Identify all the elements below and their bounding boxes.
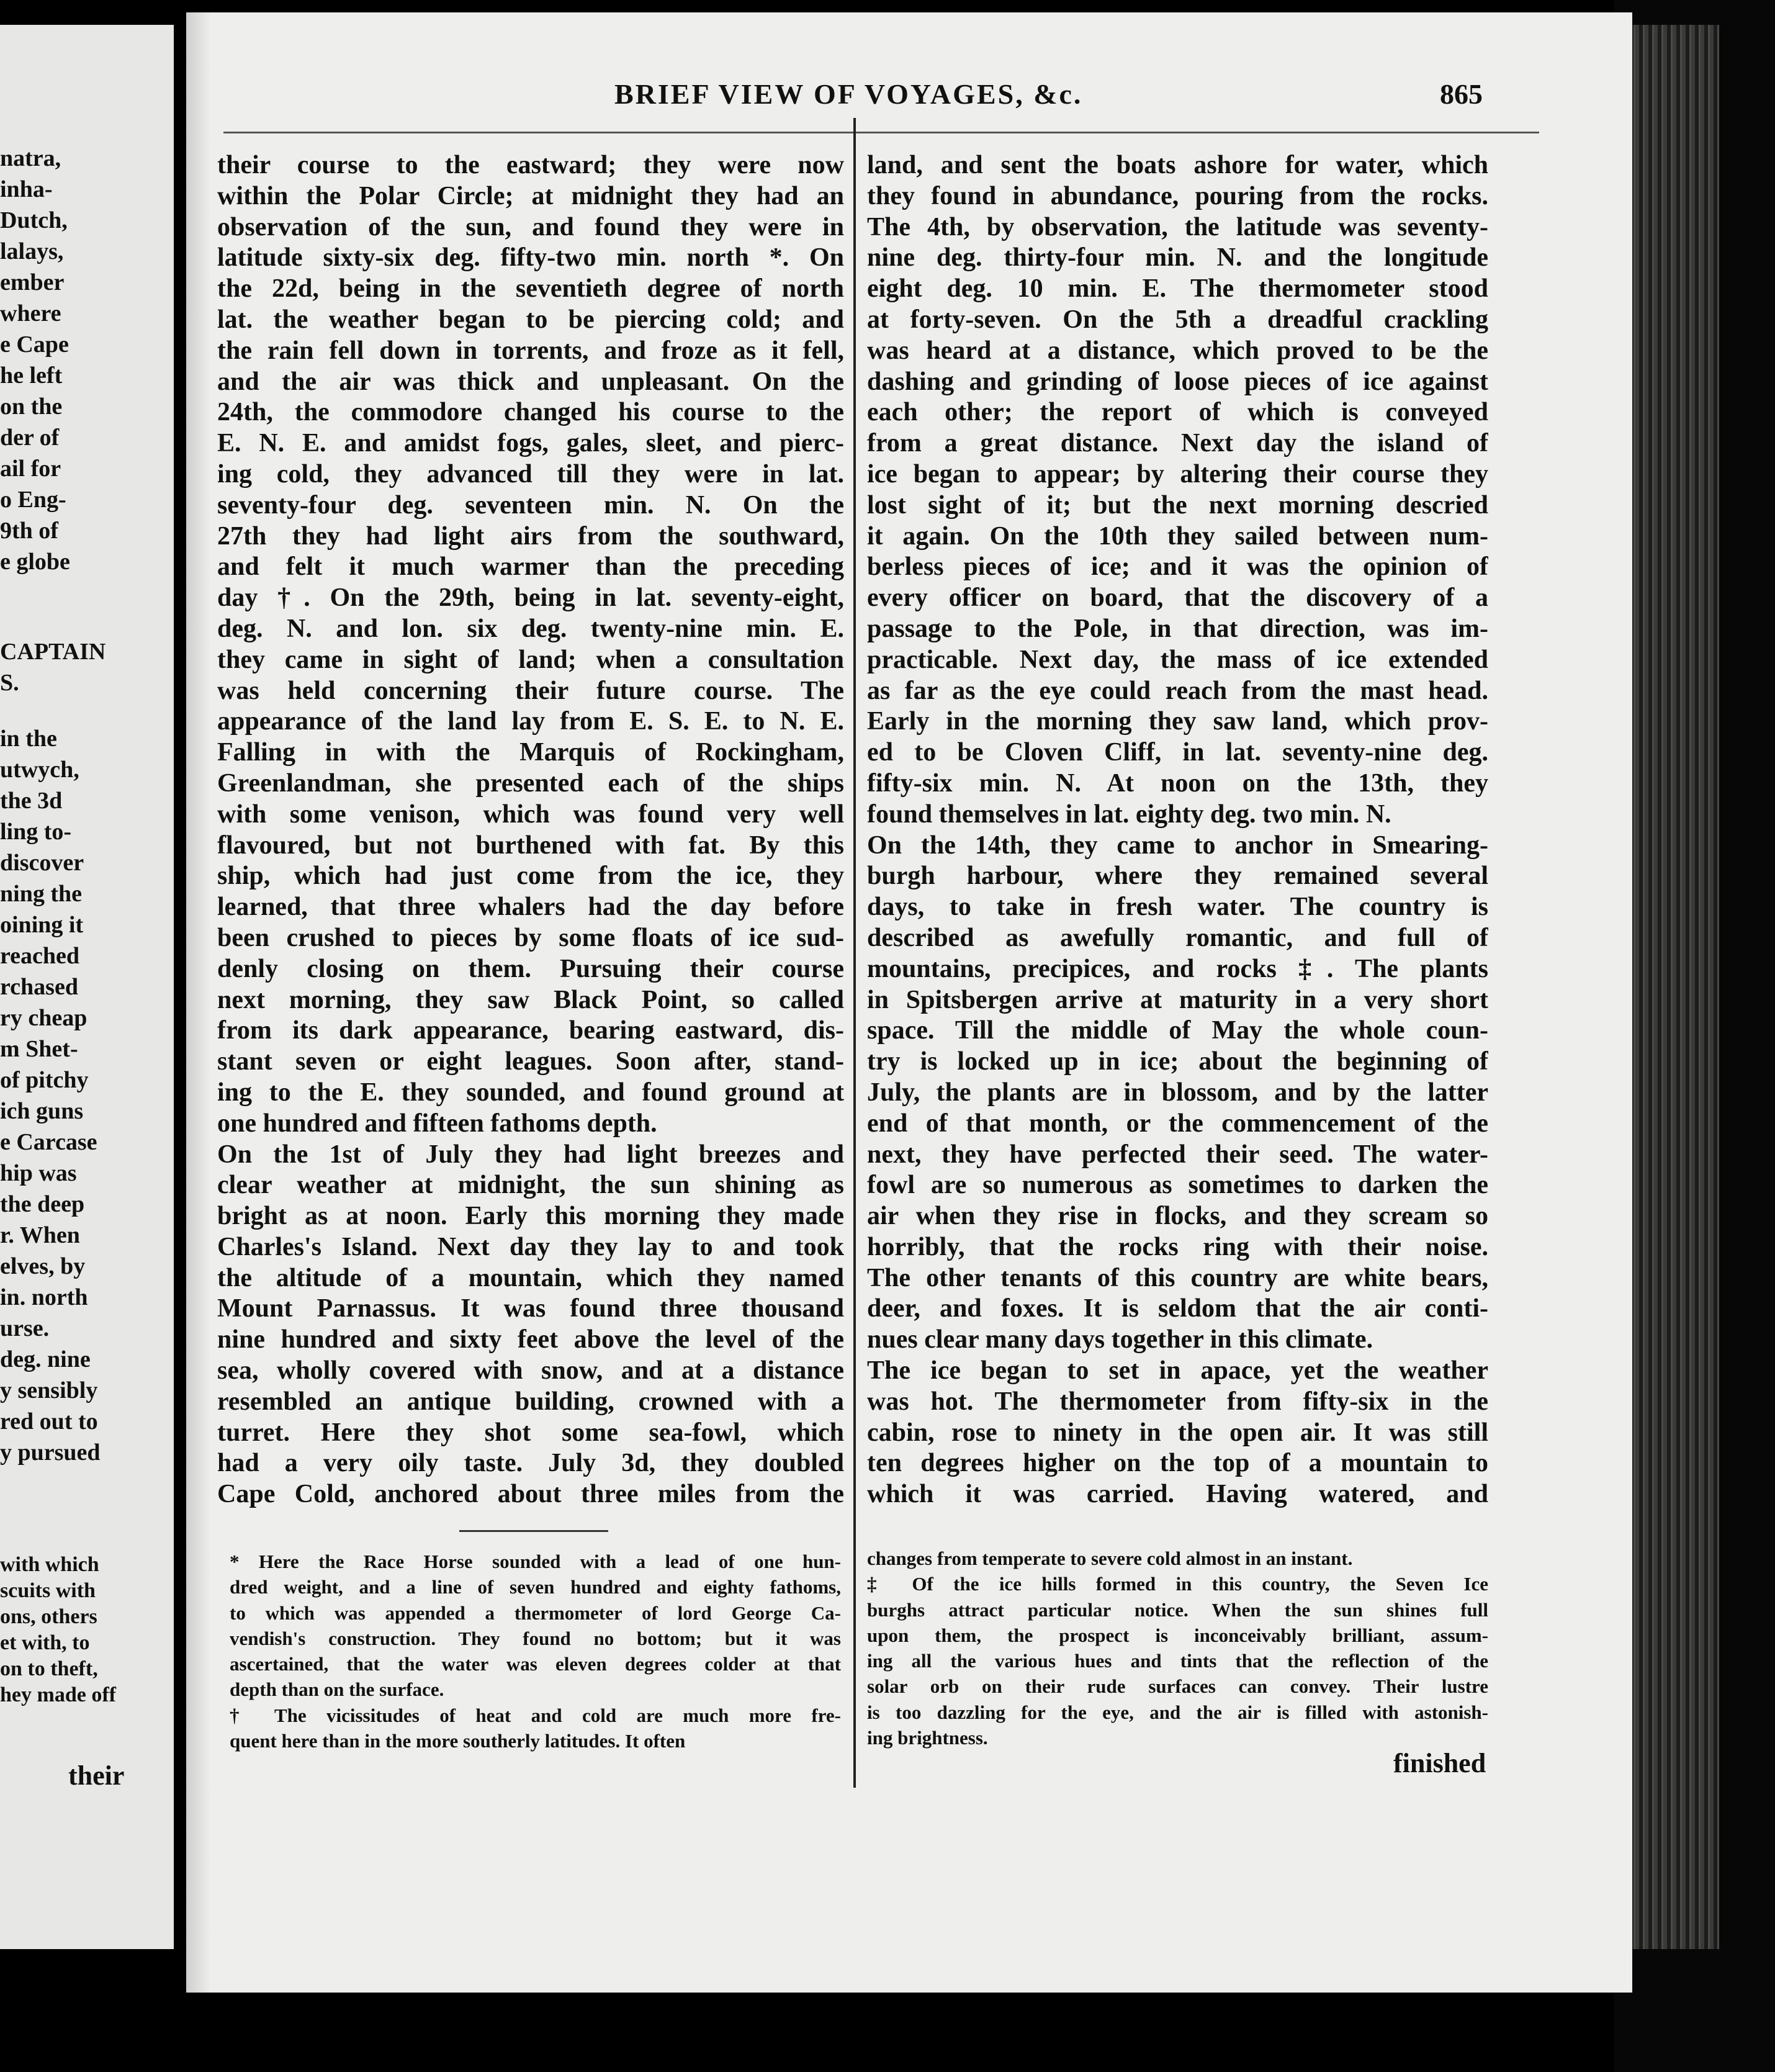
text-line: was hot. The thermometer from fifty-six in the: [867, 1387, 1488, 1416]
text-line: ing cold, they advanced till they were in lat.: [217, 459, 844, 489]
text-line: bright as at noon. Early this morning they made: [217, 1202, 844, 1231]
text-line: Early in the morning they saw land, which prov-: [867, 707, 1488, 736]
fragment-line: hip was: [0, 1160, 77, 1186]
text-line: ing to the E. they sounded, and found ground at: [217, 1078, 844, 1107]
fragment-line: e Cape: [0, 331, 69, 358]
text-line: nine hundred and sixty feet above the level of the: [217, 1325, 844, 1354]
text-line: dred weight, and a line of seven hundred and eighty fathoms,: [230, 1576, 841, 1598]
text-line: * Here the Race Horse sounded with a lead of one hun-: [230, 1551, 841, 1572]
text-line: the rain fell down in torrents, and froze as it fell,: [217, 336, 844, 365]
text-line: ascertained, that the water was eleven degrees colder at that: [230, 1653, 841, 1675]
catchword: finished: [1393, 1748, 1486, 1778]
fragment-line: lalays,: [0, 238, 64, 264]
text-line: deer, and foxes. It is seldom that the air conti-: [867, 1294, 1488, 1323]
text-line: quent here than in the more southerly latitudes. It often: [230, 1730, 686, 1752]
column-divider: [853, 118, 856, 1788]
text-line: solar orb on their rude surfaces can convey. Their lustre: [867, 1675, 1488, 1698]
text-line: ing all the various hues and tints that the reflection of the: [867, 1650, 1488, 1672]
text-line: 27th they had light airs from the southward,: [217, 521, 844, 551]
text-line: within the Polar Circle; at midnight they had an: [217, 181, 844, 210]
facing-page-text: [0, 143, 174, 1468]
text-line: fifty-six min. N. At noon on the 13th, they: [867, 768, 1488, 798]
text-line: from a great distance. Next day the island of: [867, 429, 1488, 458]
text-line: one hundred and fifteen fathoms depth.: [217, 1109, 657, 1138]
text-line: lost sight of it; but the next morning descried: [867, 490, 1488, 520]
text-line: passage to the Pole, in that direction, was im-: [867, 614, 1488, 643]
text-line: 24th, the commodore changed his course to the: [217, 398, 844, 427]
text-line: with some venison, which was found very well: [217, 800, 844, 829]
facing-page-footnote: [0, 1552, 174, 1708]
fragment-line: reached: [0, 943, 80, 969]
fragment-line: y pursued: [0, 1439, 101, 1466]
fragment-line: in. north: [0, 1284, 88, 1310]
text-line: The ice began to set in apace, yet the weather: [867, 1356, 1488, 1385]
text-line: On the 1st of July they had light breezes and: [217, 1140, 844, 1169]
text-line: denly closing on them. Pursuing their course: [217, 954, 844, 983]
text-line: deg. N. and lon. six deg. twenty-nine min. E.: [217, 614, 844, 643]
text-line: nues clear many days together in this climate.: [867, 1325, 1373, 1354]
text-line: changes from temperate to severe cold almost in an instant.: [867, 1547, 1353, 1569]
fragment-line: oining it: [0, 912, 84, 938]
text-line: to which was appended a thermometer of lord George Ca-: [230, 1601, 841, 1624]
book-page: [186, 12, 1632, 1993]
text-line: E. N. E. and amidst fogs, gales, sleet, and pierc-: [217, 429, 844, 458]
text-line: The other tenants of this country are white bears,: [867, 1263, 1488, 1292]
text-line: end of that month, or the commencement of the: [867, 1109, 1488, 1138]
text-line: was heard at a distance, which proved to be the: [867, 336, 1488, 365]
text-line: try is locked up in ice; about the beginning of: [867, 1047, 1488, 1076]
text-line: air when they rise in flocks, and they scream so: [867, 1202, 1488, 1231]
text-line: lat. the weather began to be piercing cold; and: [217, 305, 844, 334]
text-line: space. Till the middle of May the whole coun-: [867, 1016, 1488, 1045]
fragment-line: e Carcase: [0, 1129, 97, 1155]
text-line: and felt it much warmer than the preceding: [217, 552, 844, 582]
text-line: in Spitsbergen arrive at maturity in a very short: [867, 985, 1488, 1014]
text-line: seventy-four deg. seventeen min. N. On the: [217, 490, 844, 520]
text-line: the altitude of a mountain, which they named: [217, 1263, 844, 1292]
text-line: vendish's construction. They found no bottom; but it was: [230, 1627, 841, 1649]
text-line: practicable. Next day, the mass of ice extended: [867, 645, 1488, 674]
fragment-line: on the: [0, 394, 63, 420]
fragment-line: y sensibly: [0, 1377, 98, 1403]
fragment-line: ich guns: [0, 1098, 84, 1124]
text-line: Greenlandman, she presented each of the ships: [217, 768, 844, 798]
fragment-line: o Eng-: [0, 487, 66, 513]
right-footnotes: [867, 1546, 1488, 1750]
text-line: On the 14th, they came to anchor in Smearing-: [867, 831, 1488, 860]
fragment-line: natra,: [0, 145, 61, 171]
text-line: berless pieces of ice; and it was the opinion of: [867, 552, 1488, 582]
fragment-line: ling to-: [0, 819, 72, 845]
text-line: days, to take in fresh water. The country is: [867, 893, 1488, 922]
text-line: each other; the report of which is conveyed: [867, 398, 1488, 427]
text-line: day †. On the 29th, being in lat. seventy-eight,: [217, 583, 844, 613]
text-line: latitude sixty-six deg. fifty-two min. north *. On: [217, 243, 844, 273]
text-line: from its dark appearance, bearing eastward, dis-: [217, 1016, 844, 1045]
fragment-line: hey made off: [0, 1683, 116, 1706]
text-line: every officer on board, that the discovery of a: [867, 583, 1488, 613]
text-line: Falling in with the Marquis of Rockingham,: [217, 738, 844, 767]
fragment-line: he left: [0, 363, 63, 389]
fragment-line: urse.: [0, 1315, 50, 1341]
fragment-line: et with, to: [0, 1631, 90, 1654]
header-rule: [223, 132, 1539, 133]
fragment-line: with which: [0, 1553, 99, 1576]
text-line: at forty-seven. On the 5th a dreadful crackling: [867, 305, 1488, 334]
text-line: next, they have perfected their seed. The water-: [867, 1140, 1488, 1169]
text-line: depth than on the surface.: [230, 1678, 444, 1701]
text-line: July, the plants are in blossom, and by the latter: [867, 1078, 1488, 1107]
fragment-line: of pitchy: [0, 1067, 89, 1093]
text-line: had a very oily taste. July 3d, they doubled: [217, 1449, 844, 1478]
text-line: sea, wholly covered with snow, and at a distance: [217, 1356, 844, 1385]
text-line: described as awefully romantic, and full of: [867, 923, 1488, 952]
fragment-line: 9th of: [0, 518, 58, 544]
fragment-line: e globe: [0, 549, 70, 575]
fragment-line: ons, others: [0, 1605, 97, 1628]
text-line: fowl are so numerous as sometimes to darken the: [867, 1171, 1488, 1200]
text-line: is too dazzling for the eye, and the air is filled with astonish-: [867, 1701, 1488, 1723]
fragment-line: m Shet-: [0, 1036, 78, 1062]
fragment-line: on to theft,: [0, 1657, 98, 1680]
text-line: ten degrees higher on the top of a mountain to: [867, 1449, 1488, 1478]
text-line: ship, which had just come from the ice, they: [217, 862, 844, 891]
fragment-line: Dutch,: [0, 207, 68, 233]
fragment-line: discover: [0, 850, 84, 876]
facing-catchword: their: [68, 1760, 125, 1791]
left-column: [217, 150, 844, 1510]
text-line: ice began to appear; by altering their course they: [867, 459, 1488, 489]
fragment-line: r. When: [0, 1222, 80, 1248]
text-line: stant seven or eight leagues. Soon after, stand-: [217, 1047, 844, 1076]
text-line: they found in abundance, pouring from the rocks.: [867, 181, 1488, 210]
fragment-heading: CAPTAIN: [0, 639, 106, 665]
fragment-line: ember: [0, 269, 65, 295]
text-line: eight deg. 10 min. E. The thermometer stood: [867, 274, 1488, 304]
text-line: they came in sight of land; when a consultation: [217, 645, 844, 674]
text-line: dashing and grinding of loose pieces of ice against: [867, 367, 1488, 396]
text-line: ed to be Cloven Cliff, in lat. seventy-nine deg.: [867, 738, 1488, 767]
running-title: BRIEF VIEW OF VOYAGES, &c.: [614, 78, 1083, 110]
text-line: flavoured, but not burthened with fat. By this: [217, 831, 844, 860]
text-line: The 4th, by observation, the latitude was seventy-: [867, 212, 1488, 241]
text-line: Mount Parnassus. It was found three thousand: [217, 1294, 844, 1323]
text-line: Cape Cold, anchored about three miles from the: [217, 1480, 844, 1509]
fragment-line: scuits with: [0, 1579, 96, 1602]
text-line: clear weather at midnight, the sun shining as: [217, 1171, 844, 1200]
fragment-line: where: [0, 300, 61, 327]
text-line: ing brightness.: [867, 1727, 988, 1749]
left-footnotes: [230, 1549, 841, 1754]
text-line: learned, that three whalers had the day before: [217, 893, 844, 922]
text-line: cabin, rose to ninety in the open air. It was still: [867, 1418, 1488, 1447]
fragment-line: der of: [0, 425, 60, 451]
fragment-line: ry cheap: [0, 1005, 88, 1031]
fragment-line: rchased: [0, 974, 78, 1000]
fragment-line: red out to: [0, 1408, 98, 1435]
text-line: next morning, they saw Black Point, so called: [217, 985, 844, 1014]
text-line: found themselves in lat. eighty deg. two min. N.: [867, 800, 1391, 829]
fragment-line: the deep: [0, 1191, 85, 1217]
text-line: upon them, the prospect is inconceivably brilliant, assum-: [867, 1624, 1488, 1646]
text-line: burgh harbour, where they remained several: [867, 862, 1488, 891]
fragment-line: ail for: [0, 456, 61, 482]
fragment-line: deg. nine: [0, 1346, 91, 1372]
text-line: land, and sent the boats ashore for water, which: [867, 151, 1488, 179]
fragment-line: elves, by: [0, 1253, 86, 1279]
text-line: it again. On the 10th they sailed between num-: [867, 521, 1488, 551]
text-line: their course to the eastward; they were now: [217, 151, 844, 179]
fragment-line: inha-: [0, 176, 53, 202]
fragment-line: ning the: [0, 881, 82, 907]
fragment-line: in the: [0, 726, 57, 752]
facing-page-fragment: [0, 25, 174, 1949]
text-line: burghs attract particular notice. When the sun shines full: [867, 1598, 1488, 1621]
page-edges: [1626, 25, 1719, 1949]
text-line: ‡ Of the ice hills formed in this country, the Seven Ice: [867, 1573, 1488, 1595]
text-line: nine deg. thirty-four min. N. and the longitude: [867, 243, 1488, 273]
footnote-rule: [459, 1530, 608, 1532]
text-line: turret. Here they shot some sea-fowl, which: [217, 1418, 844, 1447]
fragment-line: the 3d: [0, 788, 63, 814]
text-line: resembled an antique building, crowned with a: [217, 1387, 844, 1416]
fragment-line: utwych,: [0, 757, 79, 783]
text-line: as far as the eye could reach from the mast head.: [867, 676, 1488, 705]
text-line: been crushed to pieces by some floats of ice sud-: [217, 923, 844, 952]
text-line: appearance of the land lay from E. S. E. to N. E.: [217, 707, 844, 736]
text-line: which it was carried. Having watered, and: [867, 1480, 1488, 1509]
text-line: mountains, precipices, and rocks ‡. The plants: [867, 954, 1488, 983]
page-number: 865: [1440, 78, 1483, 110]
text-line: observation of the sun, and found they were in: [217, 212, 844, 241]
text-line: was held concerning their future course. The: [217, 676, 844, 705]
text-line: horribly, that the rocks ring with their noise.: [867, 1232, 1488, 1261]
right-column: [867, 150, 1488, 1510]
text-line: † The vicissitudes of heat and cold are much more fre-: [230, 1704, 841, 1726]
text-line: Charles's Island. Next day they lay to and took: [217, 1232, 844, 1261]
text-line: the 22d, being in the seventieth degree of north: [217, 274, 844, 304]
text-line: and the air was thick and unpleasant. On the: [217, 367, 844, 396]
fragment-heading: S.: [0, 670, 19, 696]
